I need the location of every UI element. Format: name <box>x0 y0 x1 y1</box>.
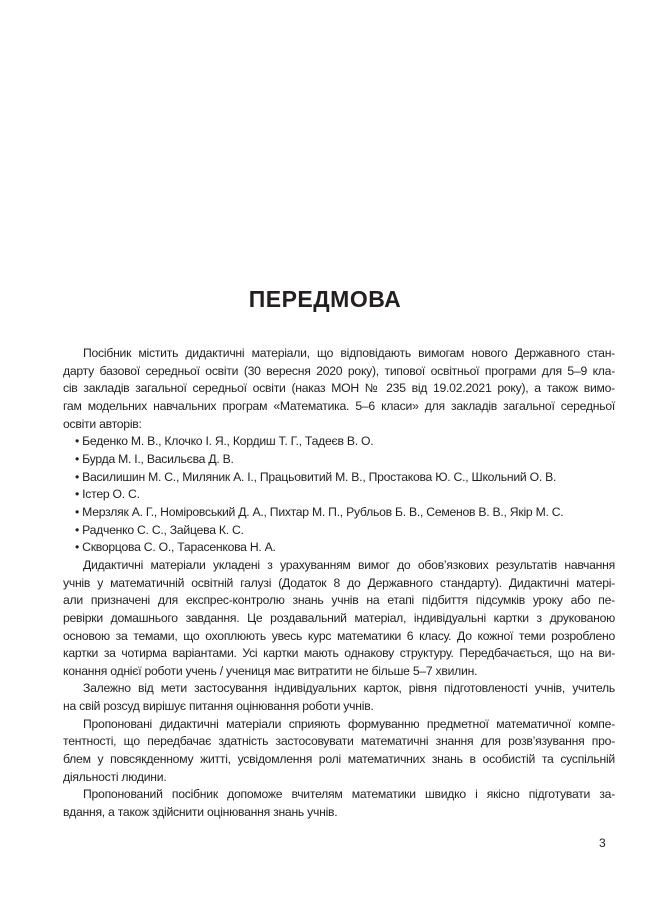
paragraph-materials <box>63 557 615 681</box>
paragraph-assessment <box>63 680 615 715</box>
paragraph-conclusion <box>63 786 615 821</box>
text-line: блем у повсякденному житті, усвідомлення ролі математичних знань в особистій та суспільній <box>63 752 615 767</box>
preface-body <box>63 345 615 822</box>
list-item: • Радченко С. С., Зайцева К. С. <box>75 522 244 537</box>
text-line: Пропоновані дидактичні матеріали сприяють формуванню предметної математичної компе- <box>83 716 615 731</box>
list-item: • Скворцова С. О., Тарасенкова Н. А. <box>75 540 276 555</box>
text-line: конання однієї роботи учень / учениця має витратити не більше 5–7 хвилин. <box>63 663 478 678</box>
list-item: • Істер О. С. <box>75 487 140 502</box>
text-line: на свій розсуд вирішує питання оцінювання роботи учнів. <box>63 699 374 714</box>
text-line: ревірки домашнього завдання. Це роздавальний матеріал, індивідуальні картки з друкованою <box>63 610 615 625</box>
text-line: Посібник містить дидактичні матеріали, що відповідають вимогам нового Державного стан- <box>83 346 615 360</box>
text-line: тентності, що передбачає здатність застосовувати математичні знання для розв’язування про- <box>63 734 615 749</box>
text-line: вдання, а також здійснити оцінювання знань учнів. <box>63 805 338 820</box>
page-title: ПЕРЕДМОВА <box>248 286 402 312</box>
page-number: 3 <box>599 836 606 850</box>
text-line: учнів у математичній освітній галузі (Додаток 8 до Державного стандарту). Дидактичні матері- <box>63 575 615 590</box>
paragraph-intro <box>63 345 615 433</box>
text-line: али призначені для експрес-контролю знань учнів на етапі підбиття підсумків уроку або пе- <box>63 593 615 608</box>
paragraph-competence <box>63 716 615 787</box>
text-line: освіти авторів: <box>63 416 142 431</box>
text-line: картки за чотирма варіантами. Усі картки мають однакову структуру. Передбачається, що на ви- <box>63 646 615 661</box>
text-line: діяльності людини. <box>63 769 167 784</box>
text-line: Пропонований посібник допоможе вчителям математики швидко і якісно підготувати за- <box>83 787 615 802</box>
text-line: Дидактичні матеріали укладені з урахуванням вимог до обов’язкових результатів навчання <box>83 557 615 572</box>
list-item: • Беденко М. В., Клочко І. Я., Кордиш Т. Г., Тадеєв В. О. <box>75 434 374 449</box>
text-line: дарту базової середньої освіти (30 вересня 2020 року), типової освітньої програми для 5–9 кла- <box>63 363 615 378</box>
authors-list <box>63 433 615 557</box>
text-line: гам модельних навчальних програм «Математика. 5–6 класи» для закладів загальної середньої <box>63 398 615 413</box>
text-line: основою за темами, що охоплюють увесь курс математики 6 класу. До кожної теми розроблено <box>63 628 615 643</box>
text-line: сів закладів загальної середньої освіти (наказ МОН № 235 від 19.02.2021 року), а також вимо- <box>63 381 615 396</box>
text-line: Залежно від мети застосування індивідуальних карток, рівня підготовленості учнів, учитель <box>83 681 615 696</box>
list-item: • Бурда М. І., Васильєва Д. В. <box>75 451 234 466</box>
list-item: • Василишин М. С., Миляник А. І., Працьовитий М. В., Простакова Ю. С., Школьний О. В. <box>75 469 557 484</box>
list-item: • Мерзляк А. Г., Номіровський Д. А., Пихтар М. П., Рубльов Б. В., Семенов В. В., Якір М. С. <box>75 504 564 519</box>
